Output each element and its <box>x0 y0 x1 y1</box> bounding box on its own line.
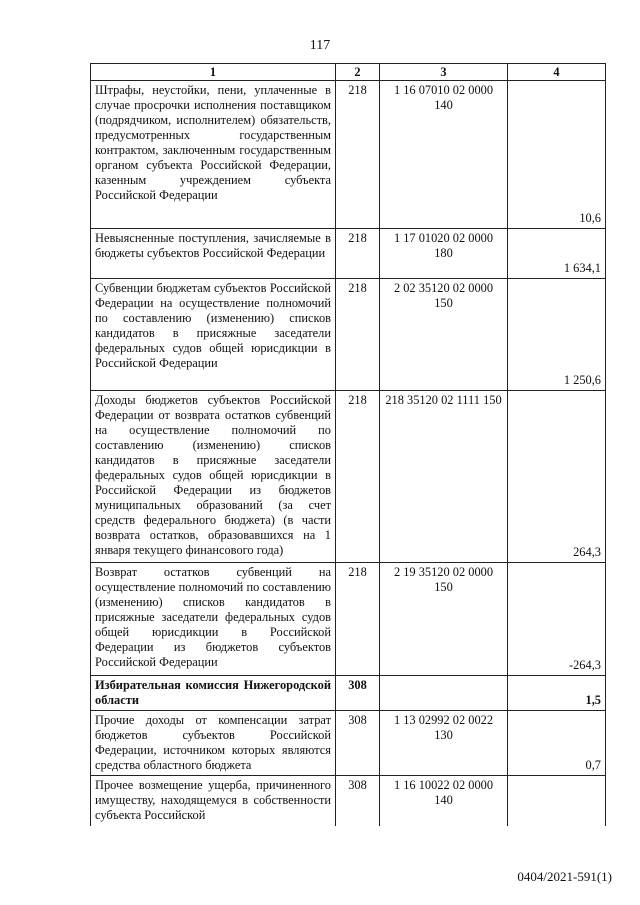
budget-class-code: 2 19 35120 02 0000 150 <box>380 563 508 676</box>
table-row <box>91 81 606 229</box>
table-row <box>91 229 606 279</box>
revenue-name: Субвенции бюджетам субъектов Российской Федерации на осуществление полномочий по составлению (изменению) списков кандидатов в присяжные заседатели федеральных судов общей юрисдикции в Российской Федерации <box>91 279 336 391</box>
amount: -264,3 <box>508 563 606 676</box>
budget-class-code: 1 16 10022 02 0000 140 <box>380 776 508 827</box>
document-code: 0404/2021-591(1) <box>517 869 612 884</box>
page-number: 117 <box>309 38 331 53</box>
table-row <box>91 676 606 711</box>
budget-class-code: 2 02 35120 02 0000 150 <box>380 279 508 391</box>
admin-code: 308 <box>336 676 380 711</box>
admin-code: 218 <box>336 279 380 391</box>
amount: 0,7 <box>508 711 606 776</box>
table-row <box>91 711 606 776</box>
revenue-name: Доходы бюджетов субъектов Российской Федерации от возврата остатков субвенций на осуществление полномочий по составлению (изменению) списков кандидатов в присяжные заседатели федеральных судов общей юрисдикции в Российской Федерации из бюджетов муниципальных образований (за счет средств федерального бюджета) (в части возврата остатков, образовавшихся на 1 января текущего финансового года) <box>91 391 336 563</box>
admin-code: 308 <box>336 776 380 827</box>
budget-class-code <box>380 676 508 711</box>
revenue-name: Возврат остатков субвенций на осуществление полномочий по составлению (изменению) списков кандидатов в присяжные заседатели федеральных судов общей юрисдикции в Российской Федерации из бюджетов субъектов Российской Федерации <box>91 563 336 676</box>
budget-table <box>90 63 606 826</box>
header-col-1: 1 <box>91 64 336 81</box>
budget-class-code: 218 35120 02 1111 150 <box>380 391 508 563</box>
header-col-4: 4 <box>508 64 606 81</box>
table-header-row <box>91 64 606 81</box>
budget-class-code: 1 17 01020 02 0000 180 <box>380 229 508 279</box>
admin-code: 218 <box>336 391 380 563</box>
admin-code: 218 <box>336 229 380 279</box>
revenue-name: Избирательная комиссия Нижегородской области <box>91 676 336 711</box>
header-col-3: 3 <box>380 64 508 81</box>
budget-class-code: 1 13 02992 02 0022 130 <box>380 711 508 776</box>
amount: 1 250,6 <box>508 279 606 391</box>
amount <box>508 776 606 827</box>
table-row <box>91 776 606 827</box>
table-row <box>91 391 606 563</box>
amount: 1,5 <box>508 676 606 711</box>
revenue-name: Невыясненные поступления, зачисляемые в бюджеты субъектов Российской Федерации <box>91 229 336 279</box>
amount: 10,6 <box>508 81 606 229</box>
amount: 264,3 <box>508 391 606 563</box>
admin-code: 308 <box>336 711 380 776</box>
revenue-name: Прочие доходы от компенсации затрат бюджетов субъектов Российской Федерации, источником которых являются средства областного бюджета <box>91 711 336 776</box>
admin-code: 218 <box>336 563 380 676</box>
amount: 1 634,1 <box>508 229 606 279</box>
table-row <box>91 563 606 676</box>
revenue-name: Штрафы, неустойки, пени, уплаченные в случае просрочки исполнения поставщиком (подрядчиком, исполнителем) обязательств, предусмотренных государственным контрактом, заключенным государственным органом субъекта Российской Федерации, казенным учреждением субъекта Российской Федерации <box>91 81 336 229</box>
admin-code: 218 <box>336 81 380 229</box>
budget-class-code: 1 16 07010 02 0000 140 <box>380 81 508 229</box>
revenue-name: Прочее возмещение ущерба, причиненного имуществу, находящемуся в собственности субъекта Российской <box>91 776 336 827</box>
header-col-2: 2 <box>336 64 380 81</box>
table-row <box>91 279 606 391</box>
